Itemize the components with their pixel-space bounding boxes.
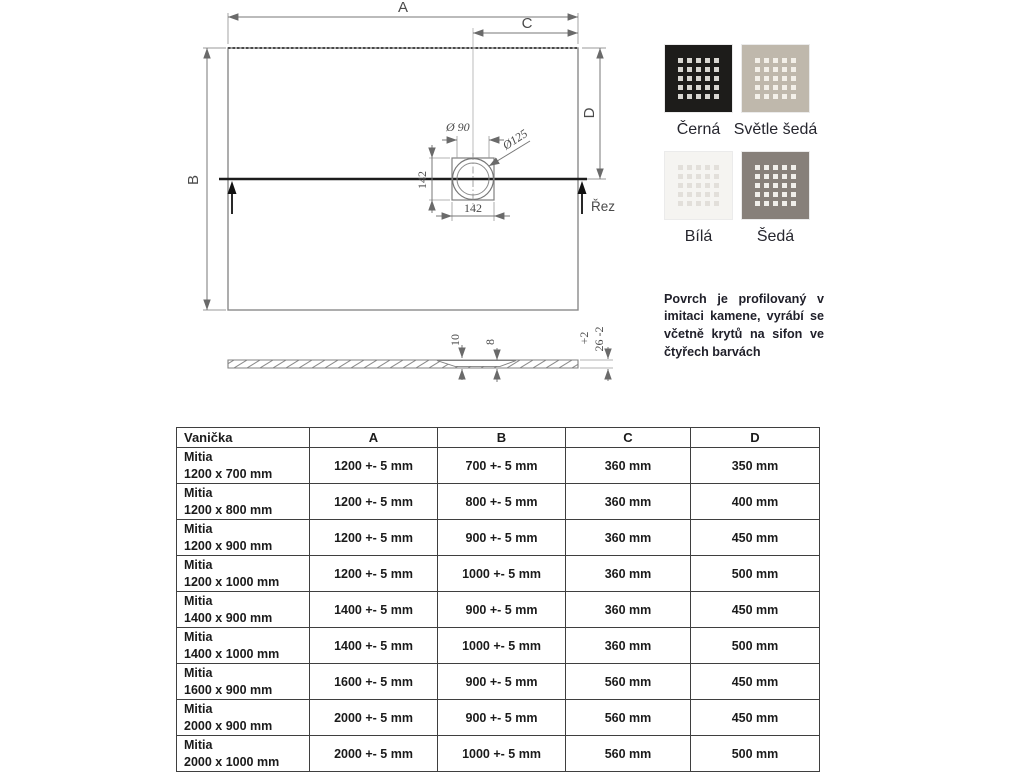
- product-name: Mitia: [184, 629, 213, 644]
- table-row: [177, 628, 820, 664]
- product-name: Mitia: [184, 557, 213, 572]
- dim-b-value: 900 +- 5 mm: [438, 592, 566, 628]
- dim-c-value: 560 mm: [566, 664, 691, 700]
- dim-d-label: D: [581, 107, 598, 119]
- drain-cover-tile: [665, 152, 732, 219]
- product-size: 2000 x 900 mm: [184, 718, 273, 733]
- product-name: Mitia: [184, 593, 213, 608]
- dim-a-value: 1400 +- 5 mm: [310, 628, 438, 664]
- dimension-d: [581, 48, 606, 179]
- swatch-label: Bílá: [684, 228, 713, 245]
- swatch-label: Černá: [676, 121, 721, 138]
- color-swatches: [665, 45, 818, 246]
- product-name: Mitia: [184, 449, 213, 464]
- product-name: Mitia: [184, 521, 213, 536]
- dim-c-value: 560 mm: [566, 700, 691, 736]
- dim-c-value: 360 mm: [566, 592, 691, 628]
- table-row: [177, 448, 820, 484]
- product-size: 2000 x 1000 mm: [184, 754, 280, 769]
- product-size: 1200 x 900 mm: [184, 538, 273, 553]
- drain-holes-grid: [678, 58, 719, 99]
- dim-d-value: 450 mm: [691, 700, 820, 736]
- product-name: Mitia: [184, 485, 213, 500]
- table-row: [177, 700, 820, 736]
- dim-b-value: 1000 +- 5 mm: [438, 556, 566, 592]
- table-row: [177, 736, 820, 772]
- dim-b-value: 900 +- 5 mm: [438, 664, 566, 700]
- drain-cover-tile: [665, 45, 732, 112]
- dim-a-value: 1200 +- 5 mm: [310, 556, 438, 592]
- header-a: A: [310, 428, 438, 448]
- dim-c-value: 360 mm: [566, 520, 691, 556]
- dim-a-value: 1600 +- 5 mm: [310, 664, 438, 700]
- dim-d-value: 450 mm: [691, 664, 820, 700]
- product-description: Povrch je profilovaný v imitaci kamene, vyrábí se včetně krytů na sifon ve čtyřech barvách: [664, 291, 824, 360]
- dim-d-value: 500 mm: [691, 628, 820, 664]
- drain-holes-grid: [755, 58, 796, 99]
- section-depth-label: 10: [448, 334, 462, 346]
- dim-b-value: 1000 +- 5 mm: [438, 736, 566, 772]
- drain-holes-grid: [678, 165, 719, 206]
- drain-cover-tile: [742, 45, 809, 112]
- product-name: Mitia: [184, 701, 213, 716]
- dim-a-value: 1400 +- 5 mm: [310, 592, 438, 628]
- dim-a-value: 2000 +- 5 mm: [310, 700, 438, 736]
- thickness-tolerance-label: +2: [577, 331, 591, 345]
- product-size: 1600 x 900 mm: [184, 682, 273, 697]
- header-d: D: [691, 428, 820, 448]
- dim-b-value: 800 +- 5 mm: [438, 484, 566, 520]
- product-size: 1200 x 700 mm: [184, 466, 273, 481]
- dim-d-value: 500 mm: [691, 556, 820, 592]
- table-row: [177, 520, 820, 556]
- dim-c-value: 360 mm: [566, 556, 691, 592]
- dim-b-value: 900 +- 5 mm: [438, 520, 566, 556]
- dim-d-value: 500 mm: [691, 736, 820, 772]
- table-header-row: [177, 428, 820, 448]
- section-cut-label: Řez: [591, 199, 616, 214]
- dim-a-value: 1200 +- 5 mm: [310, 484, 438, 520]
- dim-b-label: B: [185, 174, 202, 186]
- dim-a-value: 2000 +- 5 mm: [310, 736, 438, 772]
- header-vanicka: Vanička: [177, 428, 310, 448]
- drain-square-width-label: 142: [464, 201, 482, 215]
- section-drain-label: 8: [483, 339, 497, 345]
- header-c: C: [566, 428, 691, 448]
- drain-cover-tile: [742, 152, 809, 219]
- swatch-label: Světle šedá: [733, 121, 818, 138]
- dimension-table: [176, 427, 820, 772]
- table-row: [177, 664, 820, 700]
- dim-d-value: 450 mm: [691, 520, 820, 556]
- dim-a-label: A: [397, 0, 409, 16]
- swatch-label: Šedá: [756, 228, 795, 245]
- dim-d-value: 400 mm: [691, 484, 820, 520]
- dim-c-label: C: [521, 15, 533, 32]
- dim-a-value: 1200 +- 5 mm: [310, 520, 438, 556]
- dim-d-value: 350 mm: [691, 448, 820, 484]
- drain-outer-diameter-label: Ø125: [500, 126, 531, 153]
- dim-b-value: 700 +- 5 mm: [438, 448, 566, 484]
- thickness-label: 26 -2: [592, 326, 606, 352]
- table-row: [177, 484, 820, 520]
- dim-c-value: 360 mm: [566, 484, 691, 520]
- dim-c-value: 560 mm: [566, 736, 691, 772]
- drain-inner-diameter-label: Ø 90: [446, 120, 470, 134]
- dim-b-value: 900 +- 5 mm: [438, 700, 566, 736]
- dim-a-value: 1200 +- 5 mm: [310, 448, 438, 484]
- header-b: B: [438, 428, 566, 448]
- dimension-table-body: [177, 448, 820, 772]
- color-swatch: [733, 45, 818, 139]
- dim-c-value: 360 mm: [566, 628, 691, 664]
- product-size: 1200 x 1000 mm: [184, 574, 280, 589]
- table-row: [177, 556, 820, 592]
- section-view: [228, 327, 613, 383]
- dim-c-value: 360 mm: [566, 448, 691, 484]
- drain-holes-grid: [755, 165, 796, 206]
- color-swatch: [742, 152, 809, 246]
- product-size: 1200 x 800 mm: [184, 502, 273, 517]
- dim-b-value: 1000 +- 5 mm: [438, 628, 566, 664]
- drain-square-height-label: 142: [415, 171, 429, 189]
- table-row: [177, 592, 820, 628]
- product-name: Mitia: [184, 665, 213, 680]
- product-size: 1400 x 1000 mm: [184, 646, 280, 661]
- product-name: Mitia: [184, 737, 213, 752]
- product-size: 1400 x 900 mm: [184, 610, 273, 625]
- dim-d-value: 450 mm: [691, 592, 820, 628]
